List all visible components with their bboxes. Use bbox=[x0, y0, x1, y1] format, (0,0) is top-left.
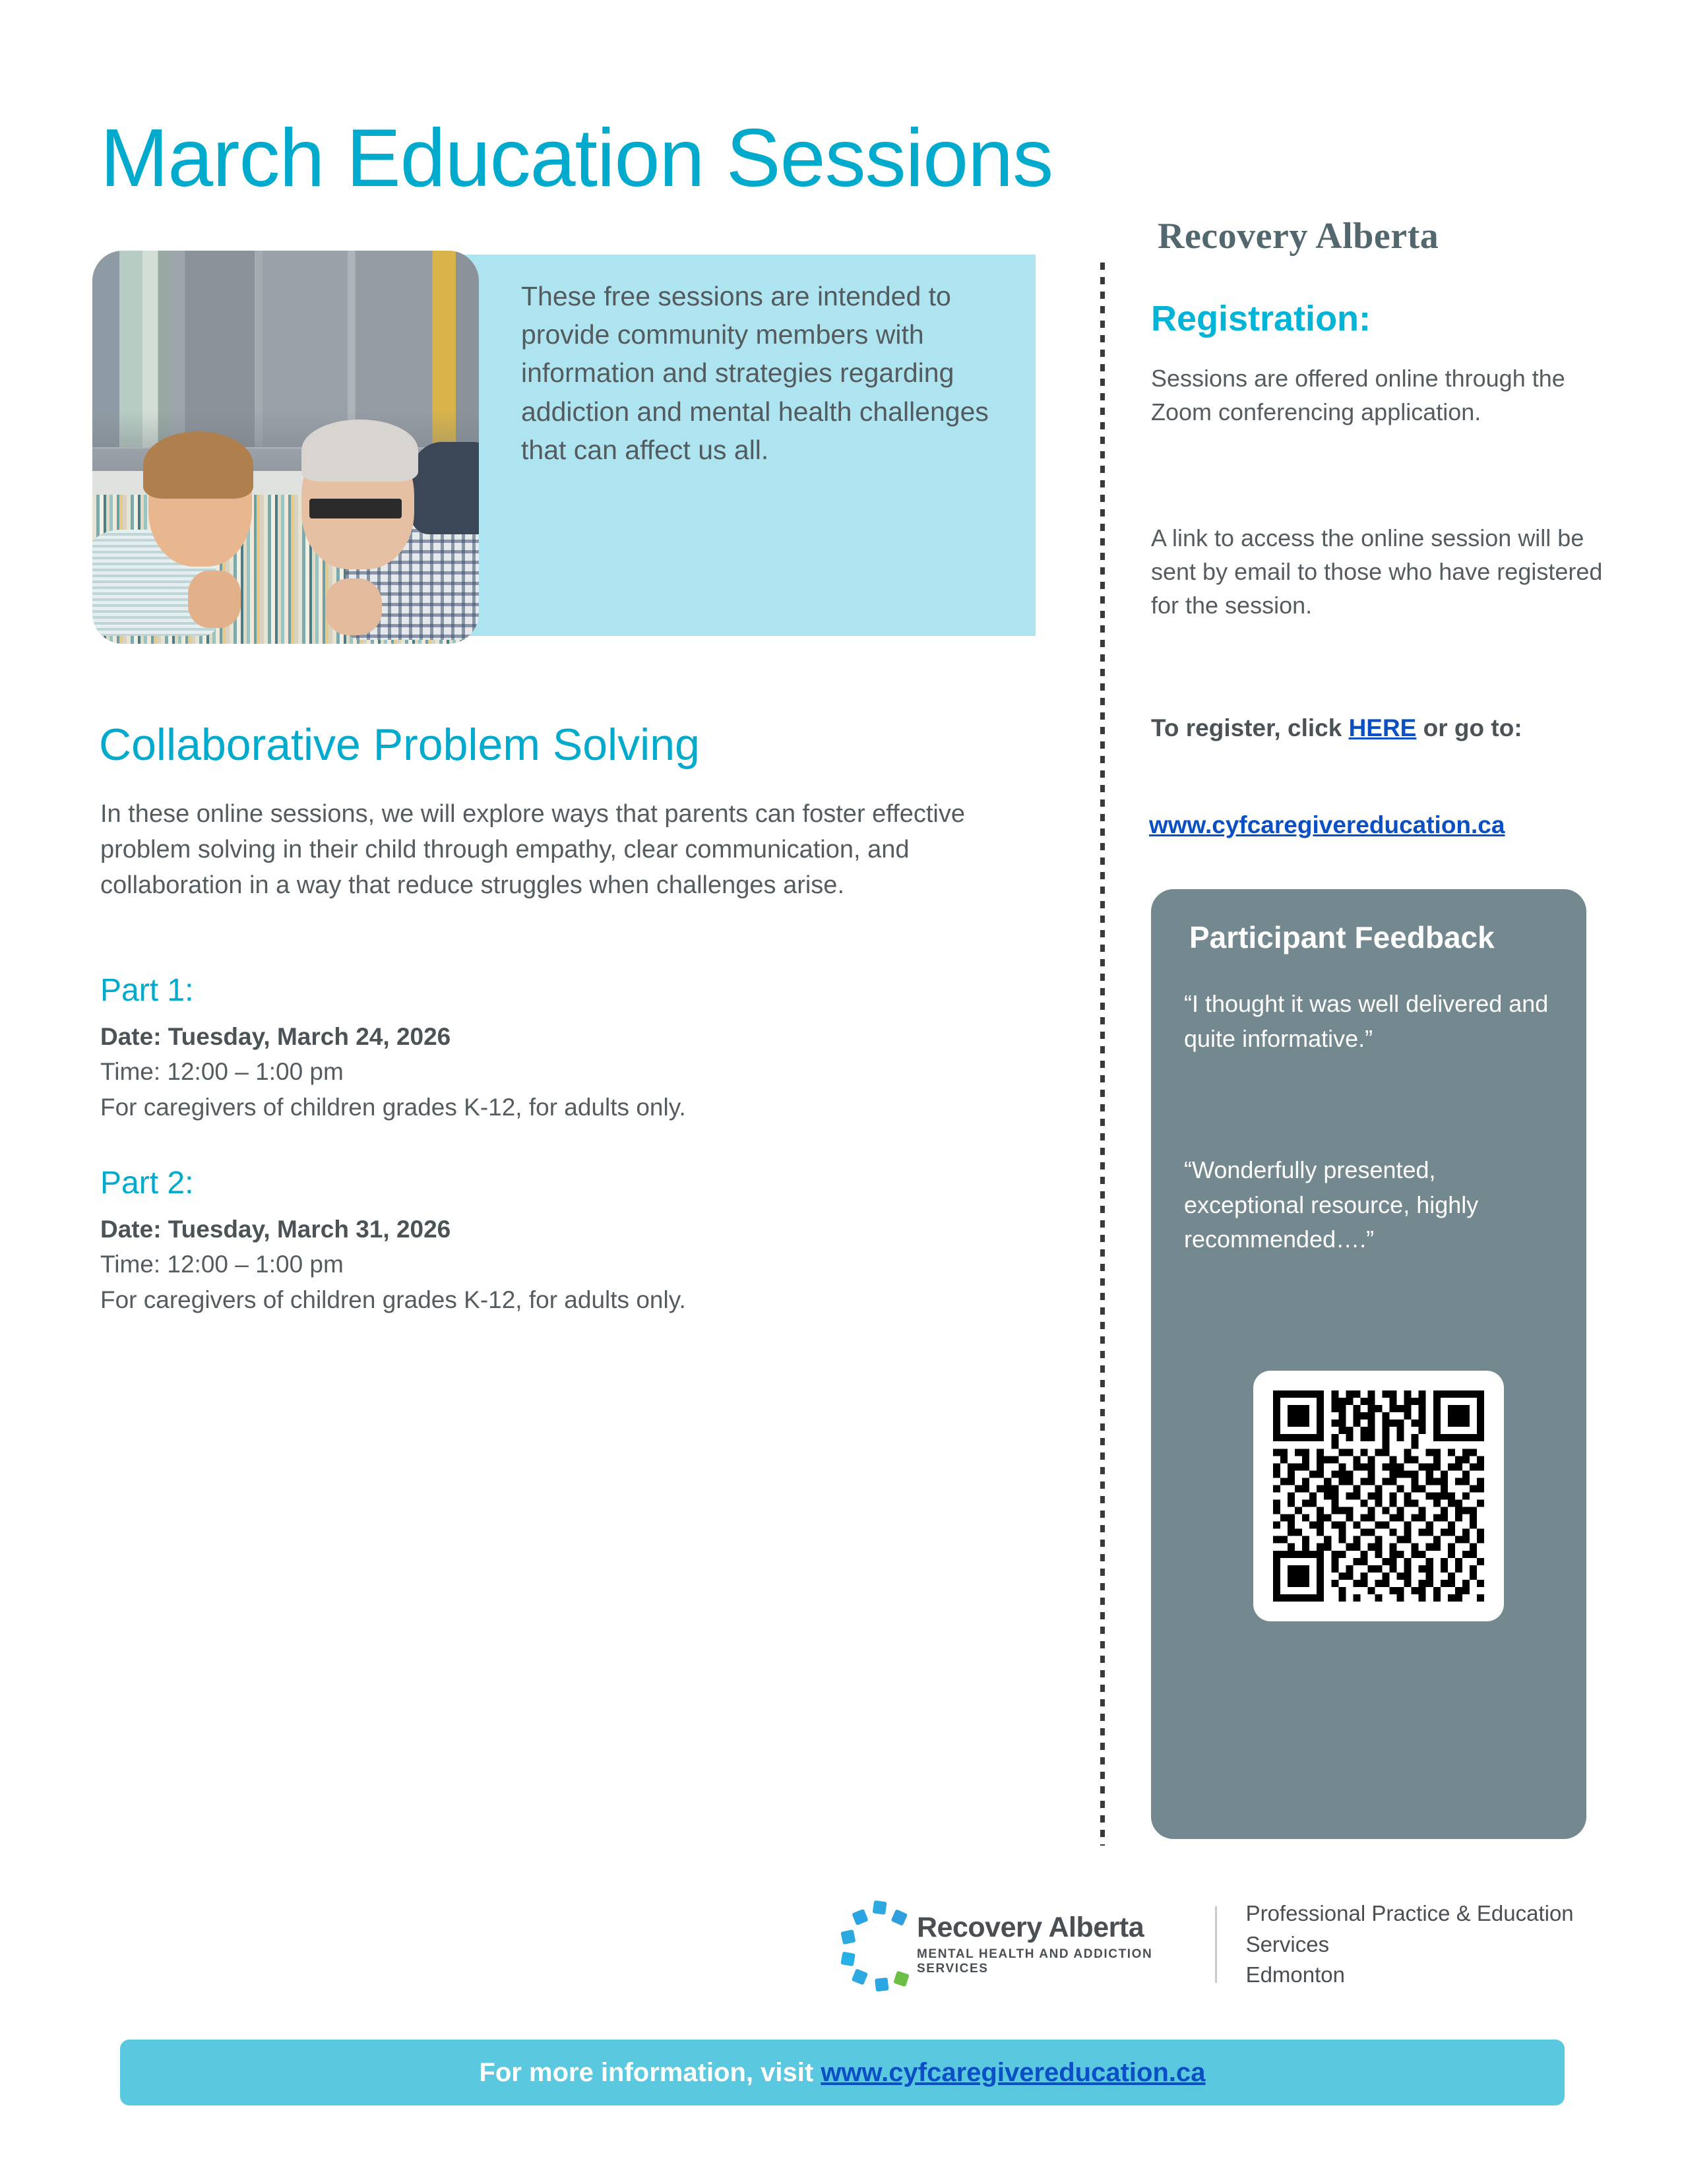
footer-info-bar bbox=[120, 2040, 1565, 2106]
part-1-label: Part 1: bbox=[100, 973, 194, 1008]
department-line-2: Edmonton bbox=[1245, 1962, 1345, 1987]
registration-paragraph-2: A link to access the online session will be sent by email to those who have registered for the session. bbox=[1151, 524, 1603, 619]
part-2-label: Part 2: bbox=[100, 1166, 194, 1201]
logo-tagline: MENTAL HEALTH AND ADDICTION SERVICES bbox=[917, 1947, 1153, 1976]
registration-paragraph-1: Sessions are offered online through the Zoom conferencing application. bbox=[1151, 365, 1565, 426]
footer-bar-prefix: For more information, visit bbox=[479, 2057, 821, 2087]
session-description: In these online sessions, we will explore ways that parents can foster effective problem solving in their child through empathy, clear communication, and collaboration in a way that reduce struggles when challenges arise. bbox=[100, 800, 965, 899]
registration-heading: Registration: bbox=[1151, 299, 1371, 338]
logo-divider bbox=[1215, 1906, 1217, 1983]
department-line-1: Professional Practice & Education Services bbox=[1245, 1900, 1574, 1956]
logo-diamond-ring-icon bbox=[830, 1895, 929, 1994]
logo-wordmark bbox=[917, 1913, 1178, 1976]
glasses-icon bbox=[309, 499, 402, 518]
logo-name: Recovery Alberta bbox=[917, 1912, 1144, 1944]
recovery-alberta-logo-icon bbox=[830, 1895, 929, 1994]
part-2-block bbox=[100, 1165, 1037, 1317]
feedback-quote-2: “Wonderfully presented, exceptional resource, highly recommended….” bbox=[1184, 1156, 1479, 1253]
part-1-block bbox=[100, 972, 1037, 1125]
registration-cta-prefix: To register, click bbox=[1151, 714, 1349, 741]
registration-cta-suffix: or go to: bbox=[1416, 714, 1522, 741]
photo-older-man bbox=[294, 420, 479, 640]
part-1-time: Time: 12:00 – 1:00 pm bbox=[100, 1058, 344, 1086]
hero-blurb: These free sessions are intended to provide community members with information and strategies regarding addiction and mental health challenges that can affect us all. bbox=[521, 281, 989, 465]
department-name bbox=[1246, 1898, 1595, 1991]
feedback-heading: Participant Feedback bbox=[1189, 920, 1495, 954]
qr-code-icon bbox=[1273, 1390, 1484, 1602]
qr-code[interactable] bbox=[1253, 1371, 1504, 1621]
column-divider bbox=[1100, 263, 1105, 1846]
part-2-date: Date: Tuesday, March 31, 2026 bbox=[100, 1216, 451, 1243]
page-title: March Education Sessions bbox=[100, 113, 1053, 204]
registration-url-link[interactable]: www.cyfcaregivereducation.ca bbox=[1149, 811, 1505, 838]
brand-wordmark: Recovery Alberta bbox=[1158, 216, 1439, 257]
session-title: Collaborative Problem Solving bbox=[99, 720, 700, 770]
footer-bar-text bbox=[479, 2058, 1205, 2088]
part-1-date: Date: Tuesday, March 24, 2026 bbox=[100, 1023, 451, 1050]
hero-photo bbox=[92, 251, 479, 644]
footer-logo-block bbox=[830, 1885, 1595, 2004]
footer-website-link[interactable]: www.cyfcaregivereducation.ca bbox=[821, 2057, 1206, 2087]
part-1-audience: For caregivers of children grades K-12, for adults only. bbox=[100, 1093, 686, 1121]
part-2-audience: For caregivers of children grades K-12, for adults only. bbox=[100, 1286, 686, 1313]
participant-feedback-card bbox=[1151, 889, 1586, 1839]
photo-child bbox=[92, 431, 263, 636]
registration-cta bbox=[1151, 711, 1613, 746]
part-2-time: Time: 12:00 – 1:00 pm bbox=[100, 1251, 344, 1278]
feedback-quote-1: “I thought it was well delivered and quite informative.” bbox=[1184, 990, 1549, 1052]
register-here-link[interactable]: HERE bbox=[1348, 714, 1417, 741]
